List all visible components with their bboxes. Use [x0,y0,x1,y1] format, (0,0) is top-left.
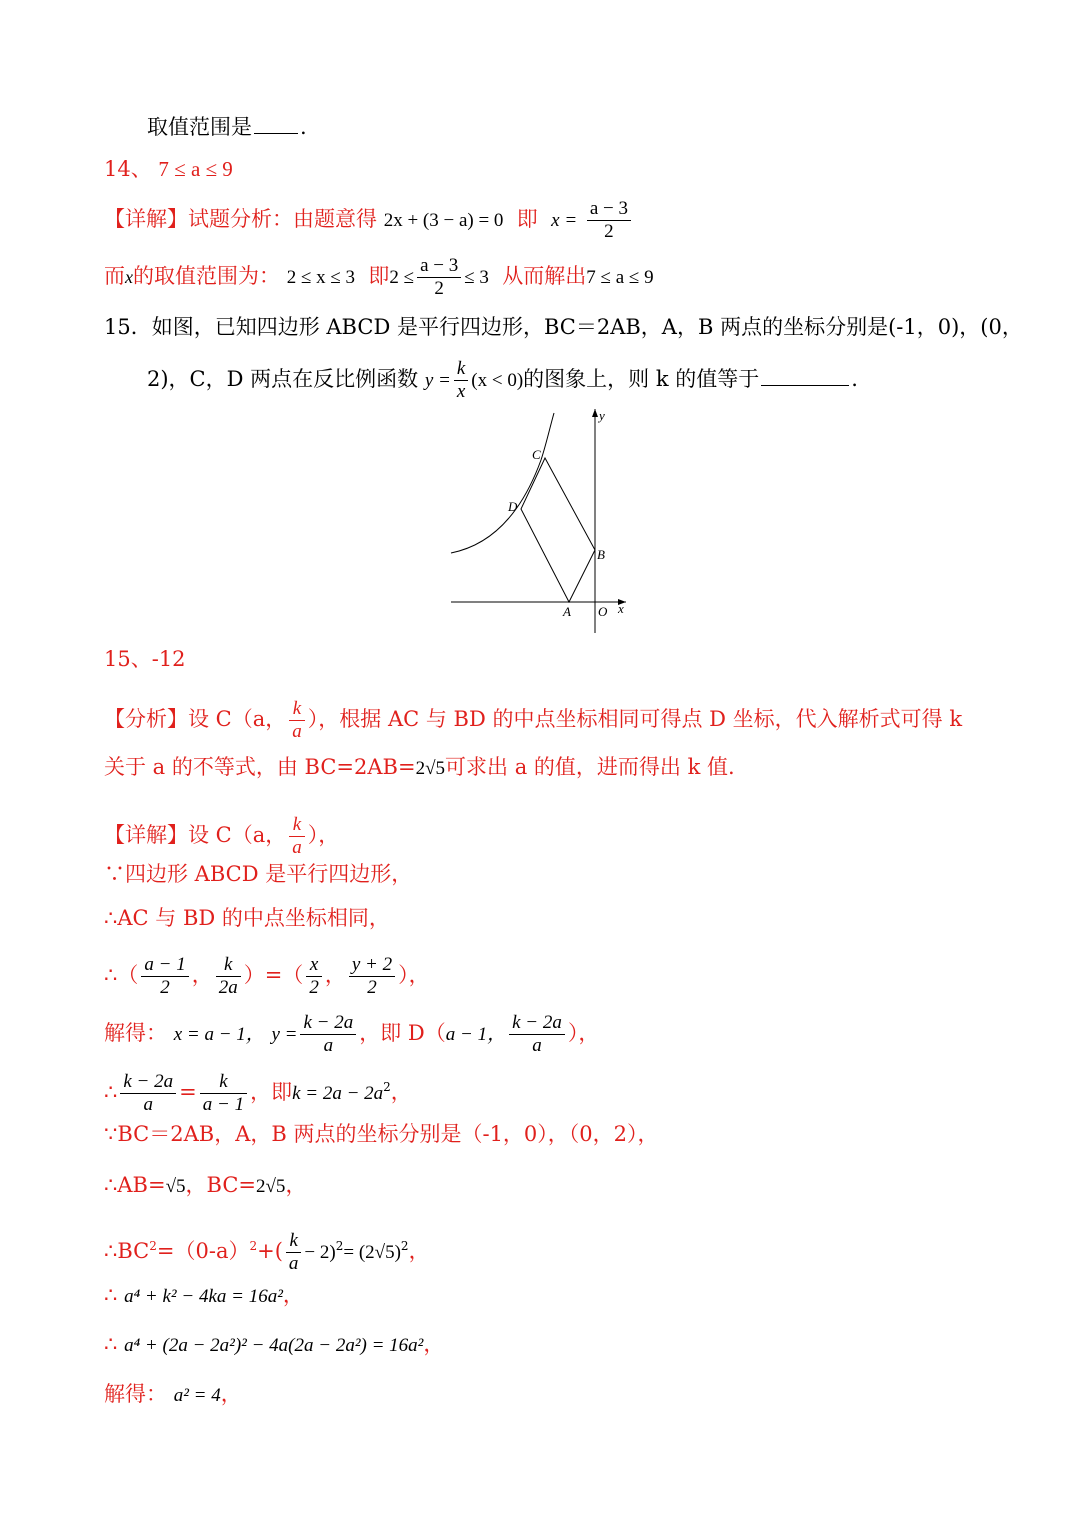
fraction: $\frac{k}{a - 1}$ [200,1071,247,1116]
detail-line12: 解得： a² = 4， [104,1382,242,1406]
detail-line1: 【详解】设 C（a， $\frac{k}{a}$ ）， [104,814,340,858]
fraction: $\frac{x}{2}$ [306,954,322,999]
label-c: C [532,447,541,462]
detail-14-line2: 而x的取值范围为： 2 ≤ x ≤ 3 即2 ≤ $\frac{a - 3}{2}$ ≤ 3 从而解出7 ≤ a ≤ 9 [104,255,654,299]
label-a: A [563,604,571,619]
fraction: $\frac{a - 3}{2}$ [417,255,461,300]
label-d: D [508,499,518,514]
fraction: $\frac{k}{2a}$ [216,954,241,999]
detail-line3: ∴AC 与 BD 的中点坐标相同， [104,906,390,930]
detail-14-line1: 【详解】试题分析：由题意得 2x + (3 − a) = 0 即 x = $\frac{a - 3}{2}$ [104,198,634,243]
detail-line8: ∴AB=√5，BC=2√5， [104,1173,307,1197]
detail-line6: ∴ $\frac{k - 2a}{a}$ = $\frac{k}{a - 1}$ ，即$k = 2a - 2a^2$， [104,1071,412,1115]
fraction: $\frac{k - 2a}{a}$ [120,1071,176,1116]
fraction: $\frac{k}{a}$ [286,1230,302,1275]
label-b: B [597,547,605,562]
detail-line7: ∵BC＝2AB，A，B 两点的坐标分别是（-1，0），（0，2）， [104,1122,659,1146]
fraction: $\frac{k - 2a}{a}$ [509,1012,565,1057]
answer-14: 14、 7 ≤ a ≤ 9 [104,157,233,181]
fraction: $\frac{a - 3}{2}$ [587,198,631,243]
fraction: $\frac{k}{x}$ [454,358,468,403]
fraction: $\frac{y + 2}{2}$ [349,954,395,999]
fraction: $\frac{a - 1}{2}$ [141,954,188,999]
label-x: x [618,601,624,616]
q13-tail-line: 取值范围是 . [147,115,307,139]
detail-line4: ∴（ $\frac{a - 1}{2}$ ， $\frac{k}{2a}$ ）=（ $\frac{x}{2}$ ， $\frac{y + 2}{2}$ ）， [104,954,430,998]
analysis-line2: 关于 a 的不等式，由 BC=2AB=2√5可求出 a 的值，进而得出 k 值. [104,755,735,779]
analysis-line1: 【分析】设 C（a， $\frac{k}{a}$ ），根据 AC 与 BD 的中点坐标相同可得点 D 坐标，代入解析式可得 k [104,698,963,742]
fraction: $\frac{k}{a}$ [289,814,305,859]
answer-blank [254,115,298,134]
detail-line10: ∴ a⁴ + k² − 4ka = 16a²， [104,1283,304,1307]
parallelogram-figure [446,405,646,635]
parallelogram-abcd [521,458,595,602]
label-o: O [598,604,608,619]
detail-line9: $\therefore BC^2=(0-a)^2+$( $\frac{k}{a}$ − $2)^2= (2√5)^2$， [104,1230,430,1274]
question-15-line1: 15．如图，已知四边形 ABCD 是平行四边形，BC＝2AB，A，B 两点的坐标分别是(-1，0)，(0， [104,315,1023,339]
detail-line11: ∴ a⁴ + (2a − 2a²)² − 4a(2a − 2a²) = 16a²， [104,1332,445,1356]
question-15-line2: 2)，C，D 两点在反比例函数 y = $\frac{k}{x}$ (x < 0)的图象上，则 k 的值等于 . [147,358,858,402]
answer-15: 15、-12 [104,647,186,671]
detail-line5: 解得： x = a − 1， y = $\frac{k - 2a}{a}$ ，即 D（a − 1， $\frac{k - 2a}{a}$ ）， [104,1012,600,1056]
detail-line2: ∵四边形 ABCD 是平行四边形， [104,862,413,886]
fraction: $\frac{k - 2a}{a}$ [300,1012,356,1057]
fraction: $\frac{k}{a}$ [289,698,305,743]
hyperbola-curve [451,413,554,553]
label-y: y [599,408,605,423]
answer-blank [761,367,849,386]
y-axis-arrow [592,409,598,417]
